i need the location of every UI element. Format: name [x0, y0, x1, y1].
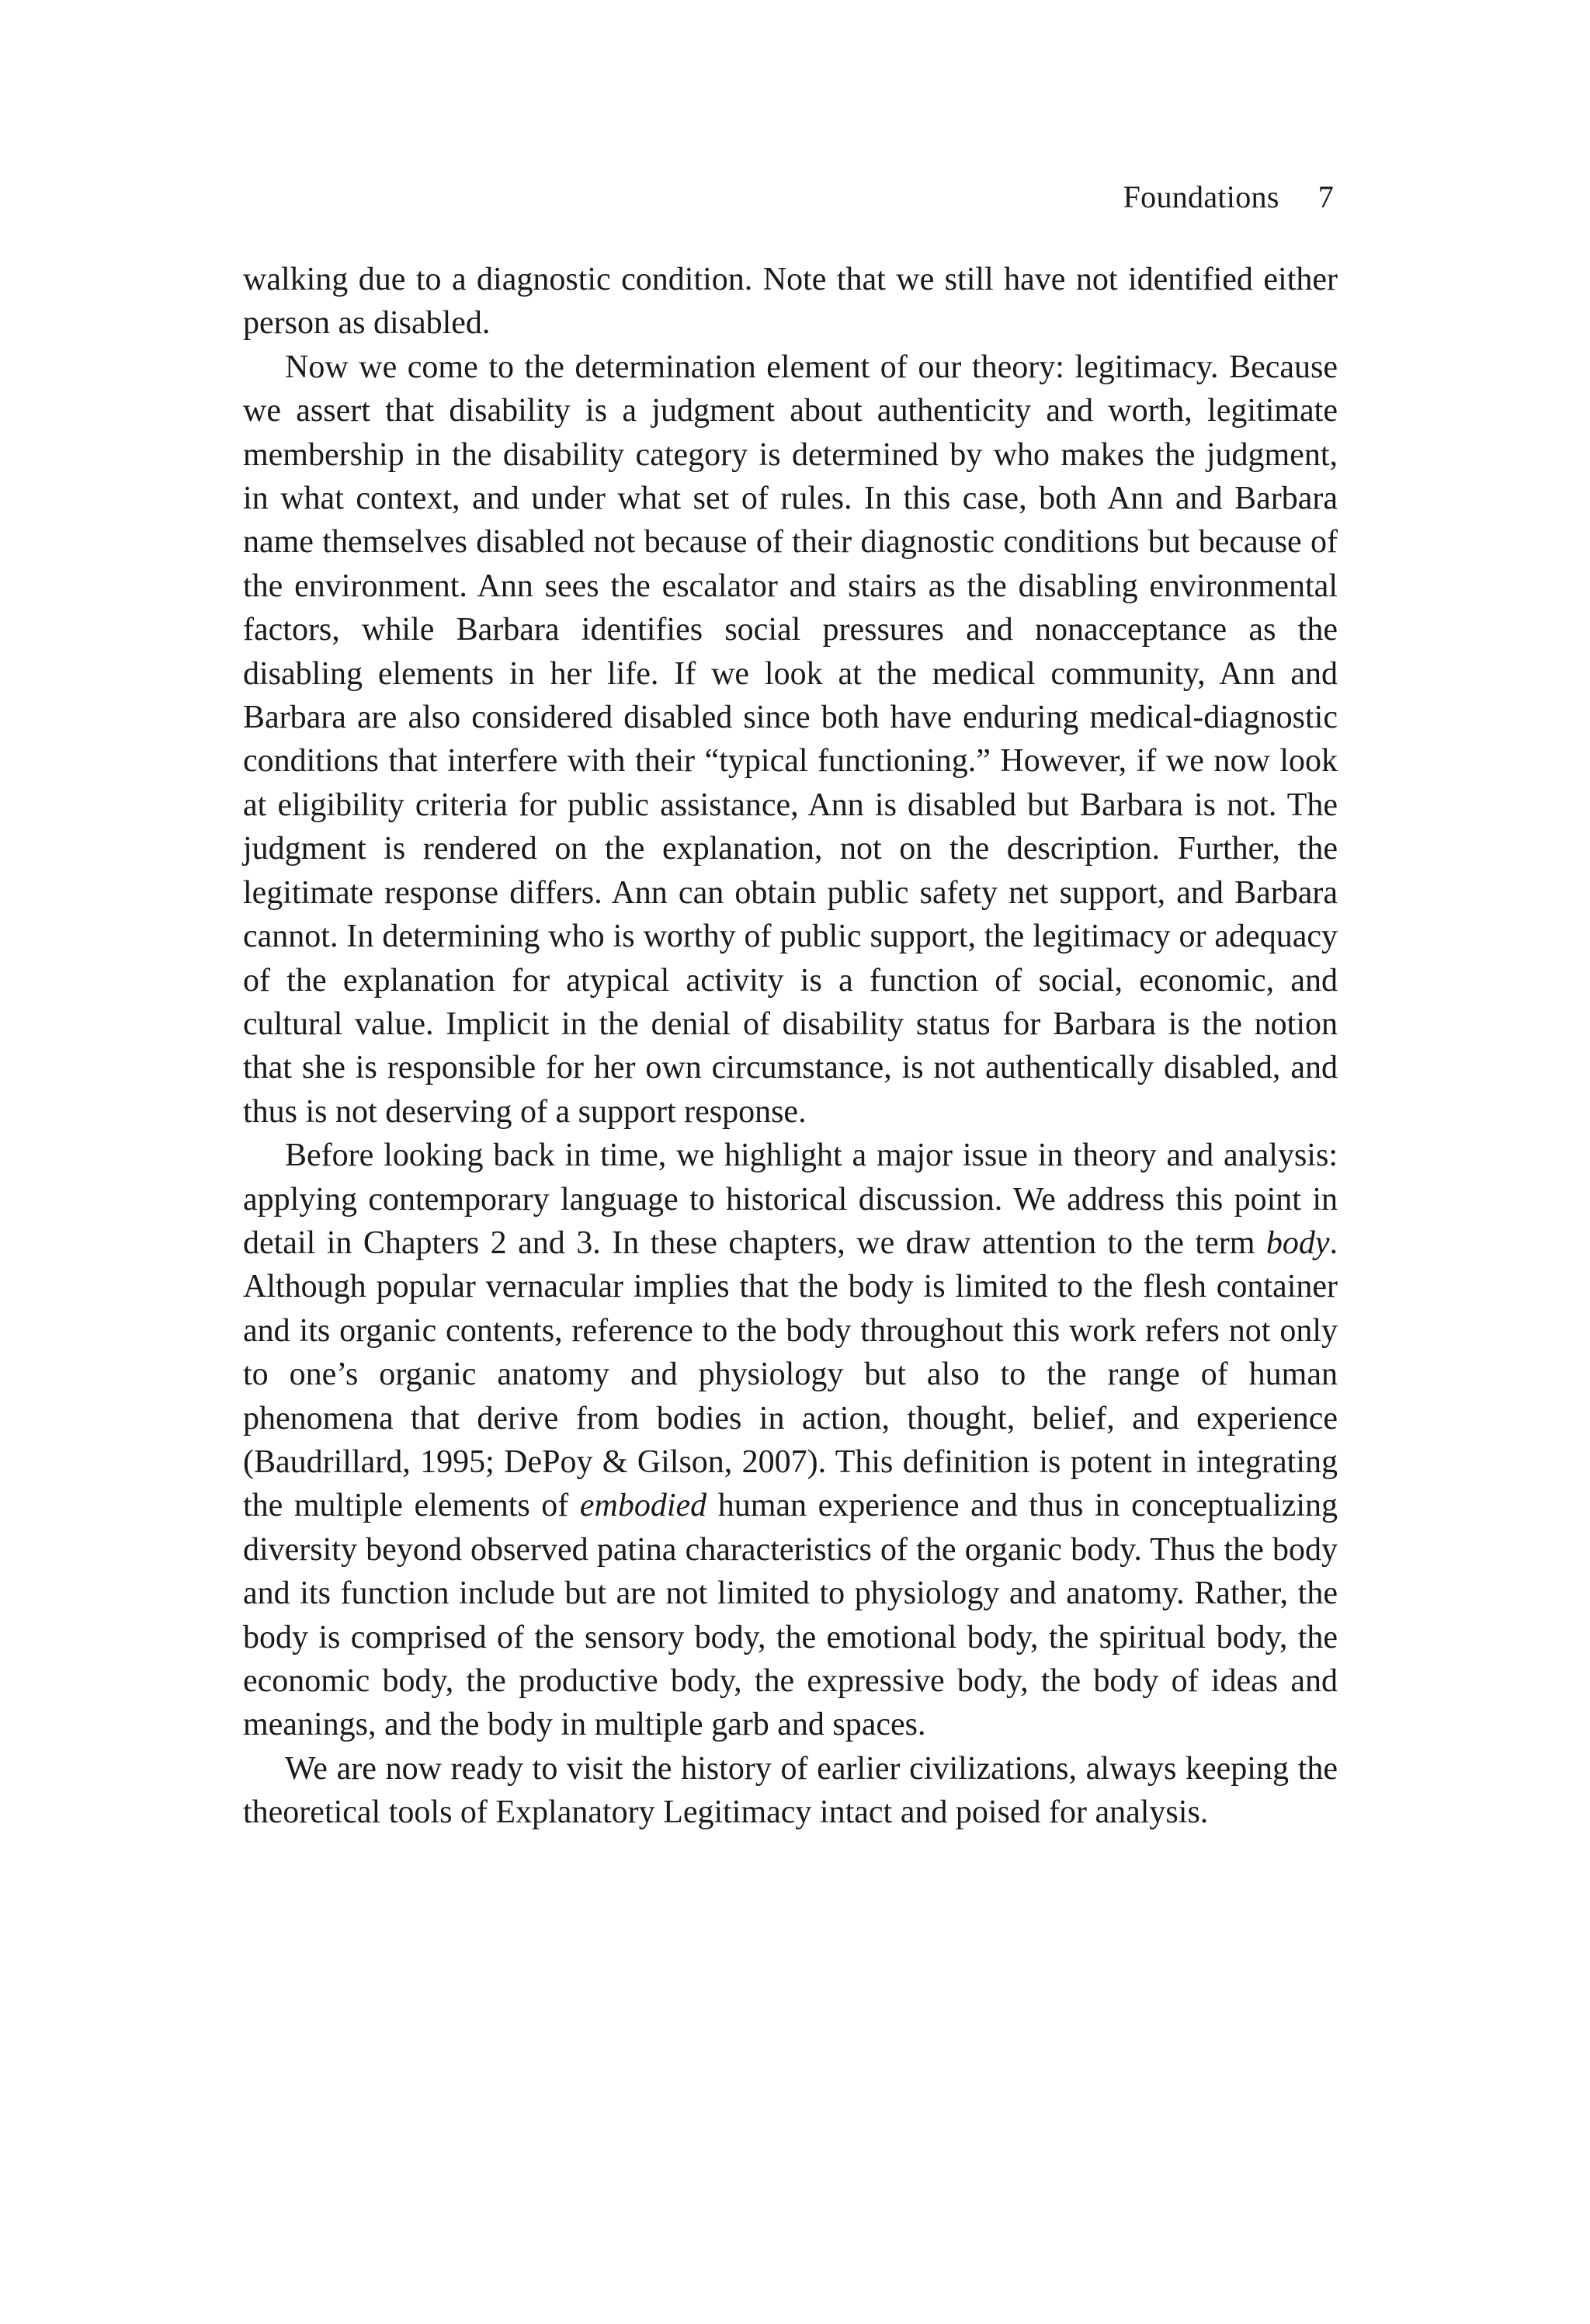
running-head	[1123, 177, 1334, 217]
paragraph-closing: We are now ready to visit the history of earlier civilizations, always keeping the theoretical tools of Explanatory Legitimacy intact and poised for analysis.	[243, 1750, 1338, 1831]
paragraph-legitimacy: Now we come to the determination element of our theory: legitimacy. Because we assert that disability is a judgment about authenticity and worth, legitimate membership in the disability category is determined by who makes the judgment, in what context, and under what set of rules. In this case, both Ann and Barbara name themselves disabled not because of their diagnostic conditions but because of the environment. Ann sees the escalator and stairs as the disabling environmental factors, while Barbara identifies social pressures and nonacceptance as the disabling elements in her life. If we look at the medical community, Ann and Barbara are also considered disabled since both have enduring medical-diagnostic conditions that interfere with their “typical functioning.” However, if we now look at eligibility criteria for public assistance, Ann is disabled but Barbara is not. The judgment is rendered on the explanation, not on the description. Further, the legitimate response differs. Ann can obtain public safety net support, and Barbara cannot. In determining who is worthy of public support, the legitimacy or adequacy of the explanation for atypical activity is a function of social, economic, and cultural value. Implicit in the denial of disability status for Barbara is the notion that she is responsible for her own circumstance, is not authentically disabled, and thus is not deserving of a support response.	[243, 349, 1338, 1130]
body-text	[243, 258, 1338, 1835]
paragraph-body-definition	[243, 1134, 1338, 1747]
text-run: Before looking back in time, we highlight a major issue in theory and analysis: applying contemporary language to historical discussion. We address this point in detail in Chapters 2 and 3. In these chapters, we draw attention to the term	[243, 1138, 1338, 1261]
page-number: 7	[1317, 179, 1334, 214]
text-run: . Although popular vernacular implies that the body is limited to the flesh container and its organic contents, reference to the body throughout this work refers not only to one’s organic anatomy and physiology but also to the range of human phenomena that derive from bodies in action, thought, belief, and experience (Baudrillard, 1995; DePoy & Gilson, 2007). This definition is potent in integrating the multiple elements of	[243, 1225, 1338, 1524]
italic-term-embodied: embodied	[579, 1488, 707, 1524]
running-head-title: Foundations	[1123, 179, 1279, 214]
paragraph-continuation: walking due to a diagnostic condition. Note that we still have not identified either person as disabled.	[243, 262, 1338, 342]
italic-term-body: body	[1265, 1225, 1330, 1261]
text-run: human experience and thus in conceptualizing diversity beyond observed patina characteristics of the organic body. Thus the body and its function include but are not limited to physiology and anatomy. Rather, the body is comprised of the sensory body, the emotional body, the spiritual body, the economic body, the productive body, the expressive body, the body of ideas and meanings, and the body in multiple garb and spaces.	[243, 1488, 1338, 1743]
